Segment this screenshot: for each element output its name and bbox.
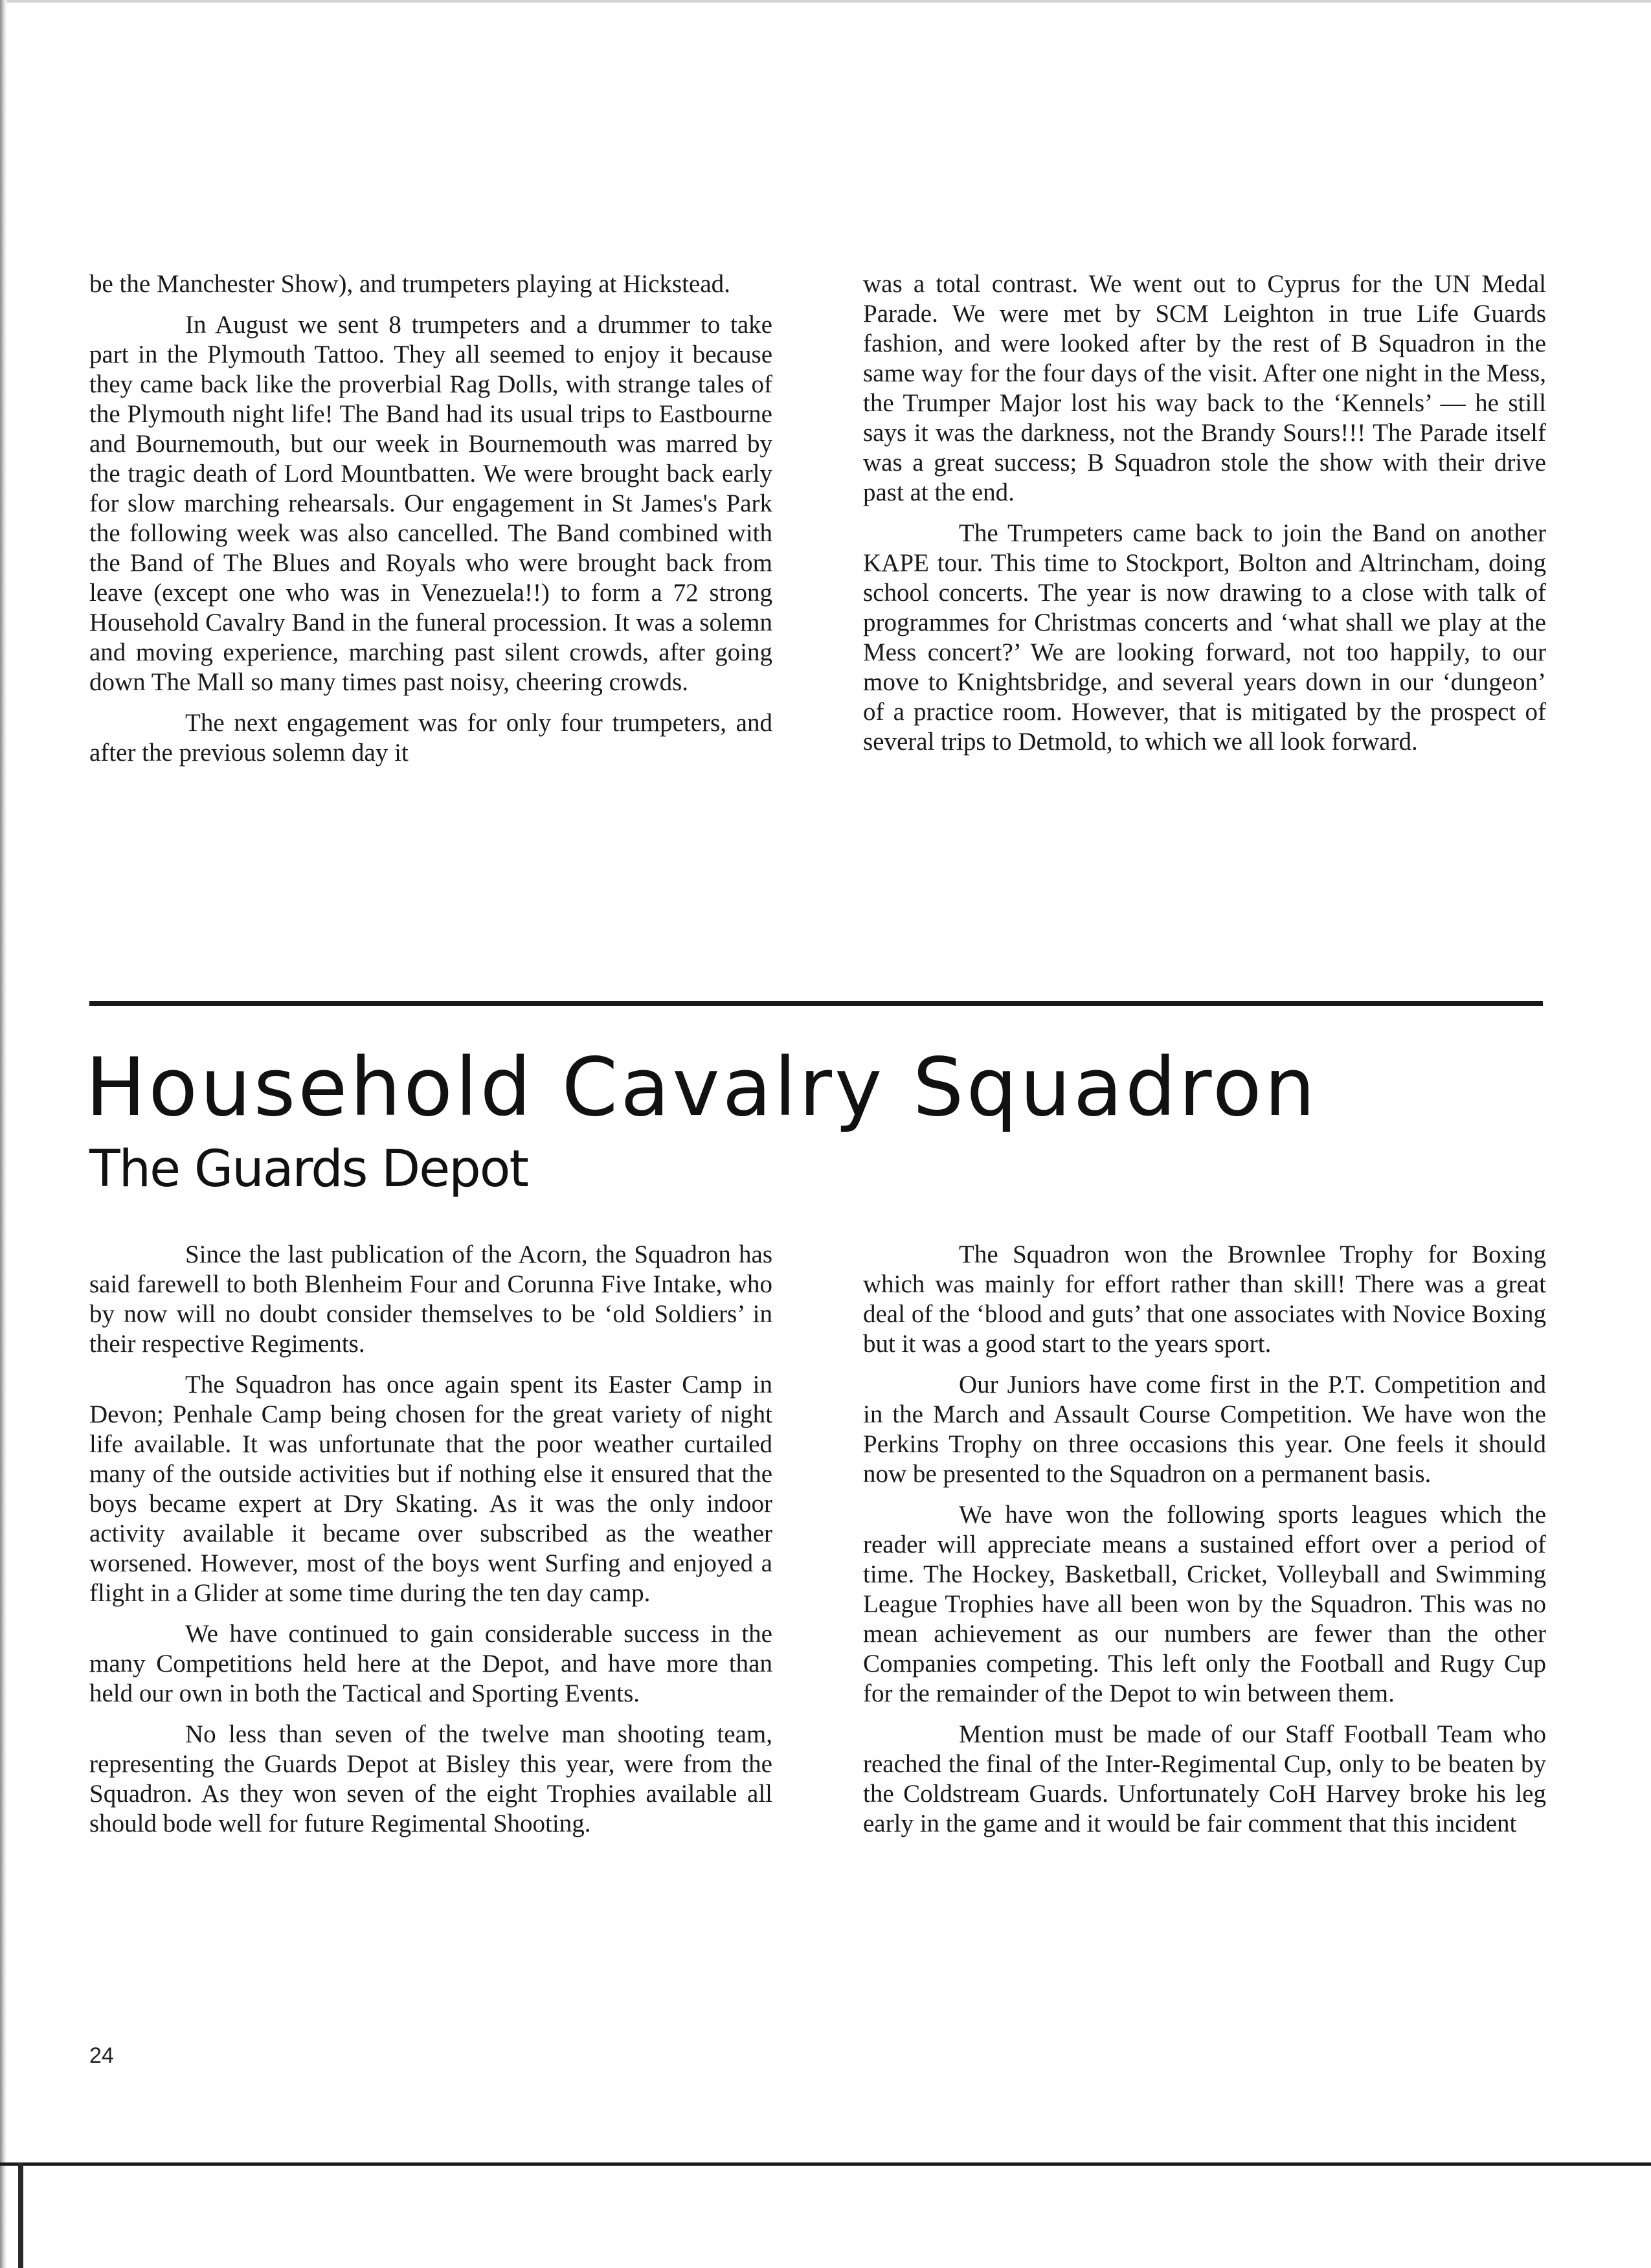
section-title: Household Cavalry Squadron xyxy=(85,1041,1318,1134)
paragraph: The Squadron won the Brownlee Trophy for Boxing which was mainly for effort rather than skill! There was a great deal of the ‘blood and guts’ that one associates with Novice Boxing but it was a good start to the years sport. xyxy=(863,1241,1546,1358)
section-divider xyxy=(89,1001,1543,1006)
bottom-left-column xyxy=(89,1240,772,1850)
paragraph: The Trumpeters came back to join the Band on another KAPE tour. This time to Stockport, Bolton and Altrincham, doing school concerts. The year is now drawing to a close with talk of programmes for Christmas concerts and ‘what shall we play at the Mess concert?’ We are looking forward, not too happily, to our move to Knightsbridge, and several years down in our ‘dungeon’ of a practice room. However, that is mitigated by the prospect of several trips to Detmold, to which we all look forward. xyxy=(863,519,1546,756)
section-subtitle: The Guards Depot xyxy=(89,1140,528,1198)
page-number: 24 xyxy=(89,2043,114,2068)
paragraph: We have continued to gain considerable success in the many Competitions held here at the Depot, and have more than held our own in both the Tactical and Sporting Events. xyxy=(89,1620,772,1707)
paragraph: No less than seven of the twelve man shooting team, representing the Guards Depot at Bisley this year, were from the Squadron. As they won seven of the eight Trophies available all should bode well for future Regimental Shooting. xyxy=(89,1720,772,1837)
paragraph: We have won the following sports leagues which the reader will appreciate means a sustained effort over a period of time. The Hockey, Basketball, Cricket, Volleyball and Swimming League Trophies have all been won by the Squadron. This was no mean achievement as our numbers are fewer than the other Companies competing. This left only the Football and Rugy Cup for the remainder of the Depot to win between them. xyxy=(863,1501,1546,1707)
bottom-page-rule xyxy=(0,2162,1651,2166)
paragraph: The next engagement was for only four trumpeters, and after the previous solemn day it xyxy=(89,709,772,767)
page-binding-edge xyxy=(0,0,6,2268)
paragraph: Our Juniors have come first in the P.T. Competition and in the March and Assault Course Competition. We have won the Perkins Trophy on three occasions this year. One feels it should now be presented to the Squadron on a permanent basis. xyxy=(863,1371,1546,1488)
top-left-column xyxy=(89,269,772,779)
paragraph: In August we sent 8 trumpeters and a drummer to take part in the Plymouth Tattoo. They all seemed to enjoy it because they came back like the proverbial Rag Dolls, with strange tales of the Plymouth night life! The Band had its usual trips to Eastbourne and Bournemouth, but our week in Bournemouth was marred by the tragic death of Lord Mountbatten. We were brought back early for slow marching rehearsals. Our engagement in St James's Park the following week was also cancelled. The Band combined with the Band of The Blues and Royals who were brought back from leave (except one who was in Venezuela!!) to form a 72 strong Household Cavalry Band in the funeral procession. It was a solemn and moving experience, marching past silent crowds, after going down The Mall so many times past noisy, cheering crowds. xyxy=(89,311,772,696)
paragraph: be the Manchester Show), and trumpeters playing at Hickstead. xyxy=(89,270,730,298)
page-top-edge xyxy=(0,0,1651,3)
bottom-binding-mark xyxy=(18,2162,23,2268)
paragraph: Mention must be made of our Staff Football Team who reached the final of the Inter-Regimental Cup, only to be beaten by the Coldstream Guards. Unfortunately CoH Harvey broke his leg early in the game and it would be fair comment that this incident xyxy=(863,1720,1546,1837)
paragraph: The Squadron has once again spent its Easter Camp in Devon; Penhale Camp being chosen for the great variety of night life available. It was unfortunate that the poor weather curtailed many of the outside activities but if nothing else it ensured that the boys became expert at Dry Skating. As it was the only indoor activity available it became over subscribed as the weather worsened. However, most of the boys went Surfing and enjoyed a flight in a Glider at some time during the ten day camp. xyxy=(89,1371,772,1607)
bottom-right-column xyxy=(863,1240,1546,1850)
paragraph: was a total contrast. We went out to Cyprus for the UN Medal Parade. We were met by SCM Leighton in true Life Guards fashion, and were looked after by the rest of B Squadron in the same way for the four days of the visit. After one night in the Mess, the Trumper Major lost his way back to the ‘Kennels’ — he still says it was the darkness, not the Brandy Sours!!! The Parade itself was a great success; B Squadron stole the show with their drive past at the end. xyxy=(863,270,1546,506)
paragraph: Since the last publication of the Acorn, the Squadron has said farewell to both Blenheim Four and Corunna Five Intake, who by now will no doubt consider themselves to be ‘old Soldiers’ in their respective Regiments. xyxy=(89,1241,772,1358)
top-right-column xyxy=(863,269,1546,768)
